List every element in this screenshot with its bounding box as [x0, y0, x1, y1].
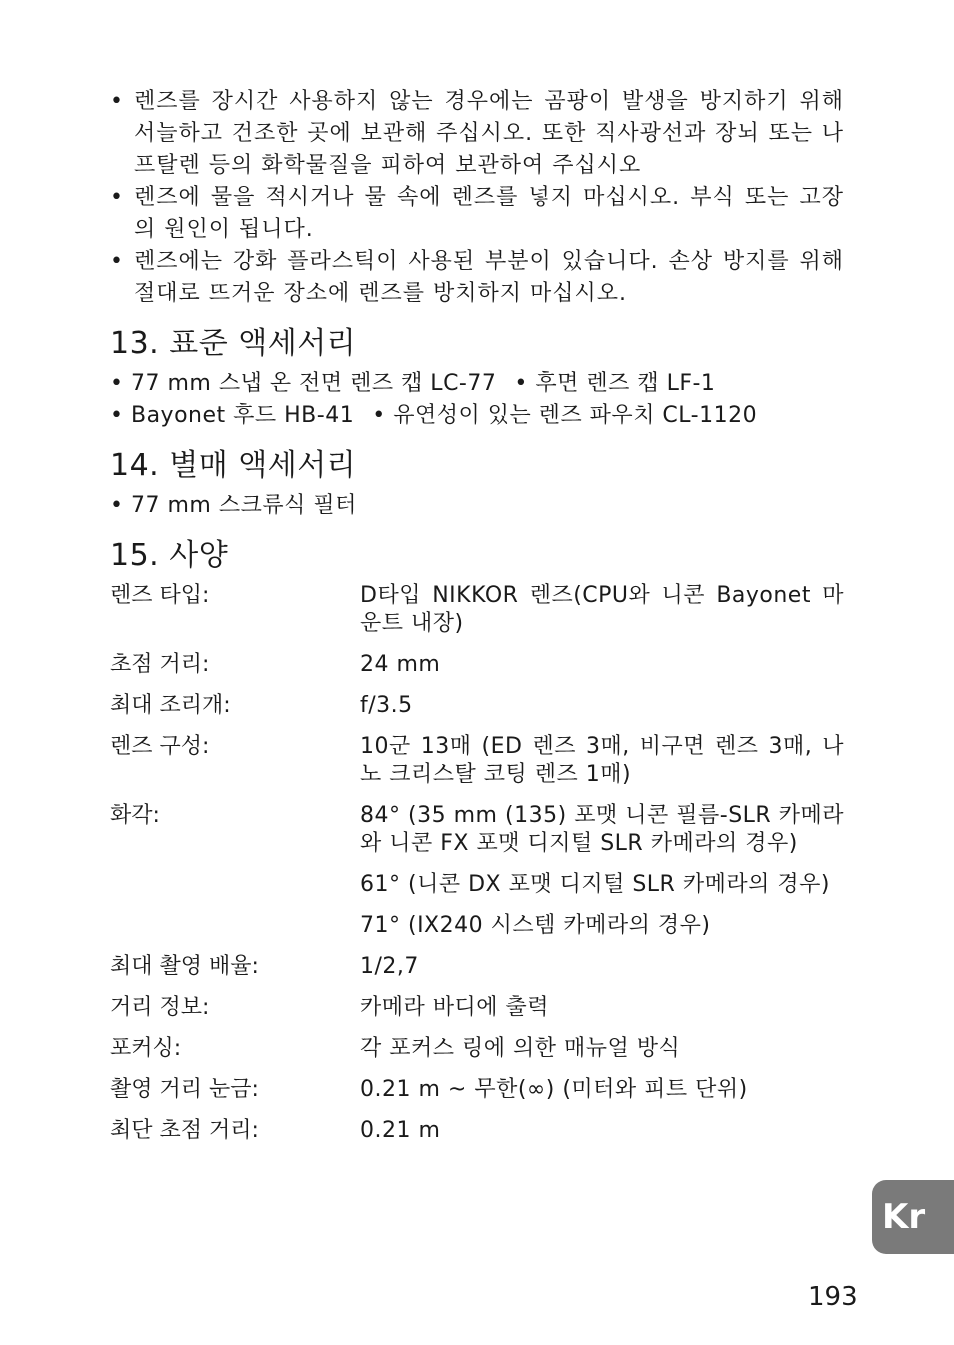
spec-value: 1/2,7	[360, 954, 419, 979]
spec-label: 최대 조리개:	[110, 693, 231, 718]
spec-row	[110, 802, 844, 953]
spec-row	[110, 733, 844, 802]
spec-row	[110, 582, 844, 651]
accessory-item: • 유연성이 있는 렌즈 파우치 CL-1120	[372, 403, 757, 428]
standard-accessories-row-1	[110, 368, 844, 400]
care-bullet-list	[110, 86, 844, 310]
section-15-title: 15. 사양	[110, 538, 229, 573]
section-13-title: 13. 표준 액세서리	[110, 326, 357, 361]
spec-value: 각 포커스 링에 의한 매뉴얼 방식	[360, 1036, 681, 1061]
spec-label: 초점 거리:	[110, 652, 210, 677]
spec-label: 렌즈 타입:	[110, 583, 210, 608]
spec-value: 24 mm	[360, 652, 441, 677]
accessory-item: • 77 mm 스냅 온 전면 렌즈 캡 LC-77	[110, 371, 496, 396]
spec-table	[110, 582, 844, 1158]
spec-label: 최대 촬영 배율:	[110, 954, 259, 979]
language-tab: Kr	[872, 1180, 954, 1254]
spec-row	[110, 953, 844, 994]
spec-value: 0.21 m ~ 무한(∞) (미터와 피트 단위)	[360, 1077, 748, 1102]
spec-row	[110, 692, 844, 733]
spec-label: 화각:	[110, 803, 160, 828]
spec-row	[110, 1117, 844, 1158]
spec-label: 촬영 거리 눈금:	[110, 1077, 259, 1102]
spec-value: 10군 13매 (ED 렌즈 3매, 비구면 렌즈 3매, 나노 크리스탈 코팅 렌즈 1매)	[360, 734, 844, 787]
spec-value: 84° (35 mm (135) 포맷 니콘 필름-SLR 카메라와 니콘 FX 포맷 디지털 SLR 카메라의 경우)	[360, 803, 844, 856]
spec-value: 카메라 바디에 출력	[360, 995, 550, 1020]
spec-row	[110, 1076, 844, 1117]
spec-row	[110, 1035, 844, 1076]
spec-label: 최단 초점 거리:	[110, 1118, 259, 1143]
page-number: 193	[808, 1282, 858, 1312]
section-14-title: 14. 별매 액세서리	[110, 448, 357, 483]
spec-value: 61° (니콘 DX 포맷 디지털 SLR 카메라의 경우)	[360, 872, 830, 897]
spec-value: f/3.5	[360, 693, 413, 718]
spec-row	[110, 994, 844, 1035]
spec-label: 포커싱:	[110, 1036, 182, 1061]
accessory-item: • 후면 렌즈 캡 LF-1	[514, 371, 715, 396]
spec-label: 거리 정보:	[110, 995, 210, 1020]
spec-value: 71° (IX240 시스템 카메라의 경우)	[360, 913, 711, 938]
page-content	[110, 86, 844, 1158]
care-bullet: • 렌즈에 물을 적시거나 물 속에 렌즈를 넣지 마십시오. 부식 또는 고장의 원인이 됩니다.	[110, 182, 844, 246]
standard-accessories-row-2	[110, 400, 844, 432]
spec-label: 렌즈 구성:	[110, 734, 210, 759]
accessory-item: • 77 mm 스크류식 필터	[110, 493, 357, 518]
spec-row	[110, 651, 844, 692]
accessory-item: • Bayonet 후드 HB-41	[110, 403, 354, 428]
care-bullet: • 렌즈에는 강화 플라스틱이 사용된 부분이 있습니다. 손상 방지를 위해 절대로 뜨거운 장소에 렌즈를 방치하지 마십시오.	[110, 246, 844, 310]
optional-accessories-row	[110, 490, 844, 522]
care-bullet: • 렌즈를 장시간 사용하지 않는 경우에는 곰팡이 발생을 방지하기 위해 서늘하고 건조한 곳에 보관해 주십시오. 또한 직사광선과 장뇌 또는 나프탈렌 등의 화학물질을 피하여 보관하여 주십시오	[110, 86, 844, 182]
spec-value: D타입 NIKKOR 렌즈(CPU와 니콘 Bayonet 마운트 내장)	[360, 583, 844, 636]
spec-value: 0.21 m	[360, 1118, 441, 1143]
